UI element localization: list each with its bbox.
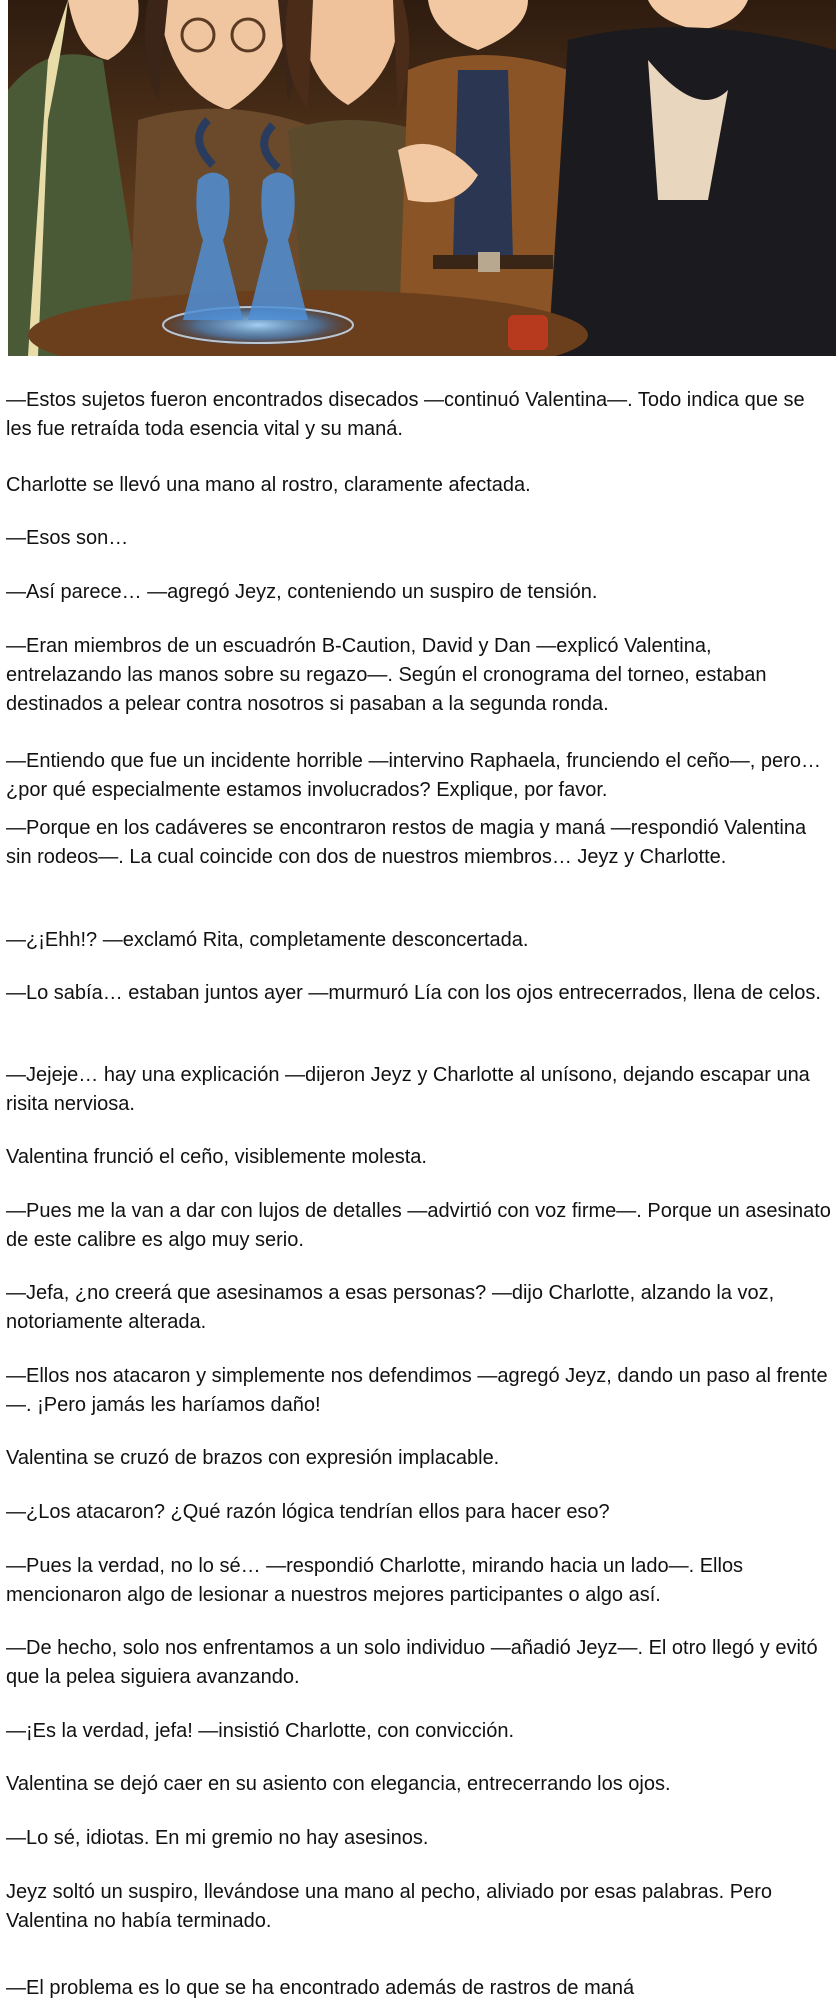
paragraph: Charlotte se llevó una mano al rostro, claramente afectada.: [6, 474, 531, 496]
paragraph: —Ellos nos atacaron y simplemente nos defendimos —agregó Jeyz, dando un paso al frente—. ¡Pero jamás les haríamos daño!: [6, 1365, 828, 1416]
paragraph: —Esos son…: [6, 527, 129, 549]
paragraph: —¡Es la verdad, jefa! —insistió Charlotte, con convicción.: [6, 1720, 514, 1742]
paragraph: —¿Los atacaron? ¿Qué razón lógica tendrían ellos para hacer eso?: [6, 1501, 610, 1523]
red-cup: [508, 315, 548, 350]
paragraph: Valentina frunció el ceño, visiblemente molesta.: [6, 1146, 427, 1168]
paragraph: —Lo sabía… estaban juntos ayer —murmuró Lía con los ojos entrecerrados, llena de celos.: [6, 982, 821, 1004]
story-illustration: [8, 0, 836, 356]
paragraph: —Jefa, ¿no creerá que asesinamos a esas personas? —dijo Charlotte, alzando la voz, notoriamente alterada.: [6, 1282, 775, 1333]
paragraph: —¿¡Ehh!? —exclamó Rita, completamente desconcertada.: [6, 929, 529, 951]
paragraph: —Jejeje… hay una explicación —dijeron Jeyz y Charlotte al unísono, dejando escapar una risita nerviosa.: [6, 1064, 810, 1115]
paragraph: —Eran miembros de un escuadrón B-Caution, David y Dan —explicó Valentina, entrelazando las manos sobre su regazo—. Según el cronograma del torneo, estaban destinados a pelear contra nosotros si pasaban a la segunda ronda.: [6, 635, 767, 715]
paragraph: —Pues me la van a dar con lujos de detalles —advirtió con voz firme—. Porque un asesinato de este calibre es algo muy serio.: [6, 1200, 831, 1251]
paragraph: —Lo sé, idiotas. En mi gremio no hay asesinos.: [6, 1827, 429, 1849]
paragraph: —Estos sujetos fueron encontrados disecados —continuó Valentina—. Todo indica que se les fue retraída toda esencia vital y su maná.: [6, 389, 805, 440]
paragraph: Jeyz soltó un suspiro, llevándose una mano al pecho, aliviado por esas palabras. Pero Valentina no había terminado.: [6, 1881, 773, 1932]
paragraph: —Pues la verdad, no lo sé… —respondió Charlotte, mirando hacia un lado—. Ellos mencionaron algo de lesionar a nuestros mejores participantes o algo así.: [6, 1555, 744, 1606]
paragraph: —Así parece… —agregó Jeyz, conteniendo un suspiro de tensión.: [6, 581, 598, 603]
illustration-art: [8, 0, 836, 356]
paragraph: —Porque en los cadáveres se encontraron restos de magia y maná —respondió Valentina sin rodeos—. La cual coincide con dos de nuestros miembros… Jeyz y Charlotte.: [6, 817, 807, 868]
paragraph: Valentina se dejó caer en su asiento con elegancia, entrecerrando los ojos.: [6, 1773, 671, 1795]
paragraph: —El problema es lo que se ha encontrado además de rastros de maná: [6, 1977, 635, 1999]
paragraph: Valentina se cruzó de brazos con expresión implacable.: [6, 1447, 500, 1469]
paragraph: —De hecho, solo nos enfrentamos a un solo individuo —añadió Jeyz—. El otro llegó y evitó que la pelea siguiera avanzando.: [6, 1637, 818, 1688]
paragraph: —Entiendo que fue un incidente horrible —intervino Raphaela, frunciendo el ceño—, pero… ¿por qué especialmente estamos involucrados? Explique, por favor.: [6, 750, 821, 801]
